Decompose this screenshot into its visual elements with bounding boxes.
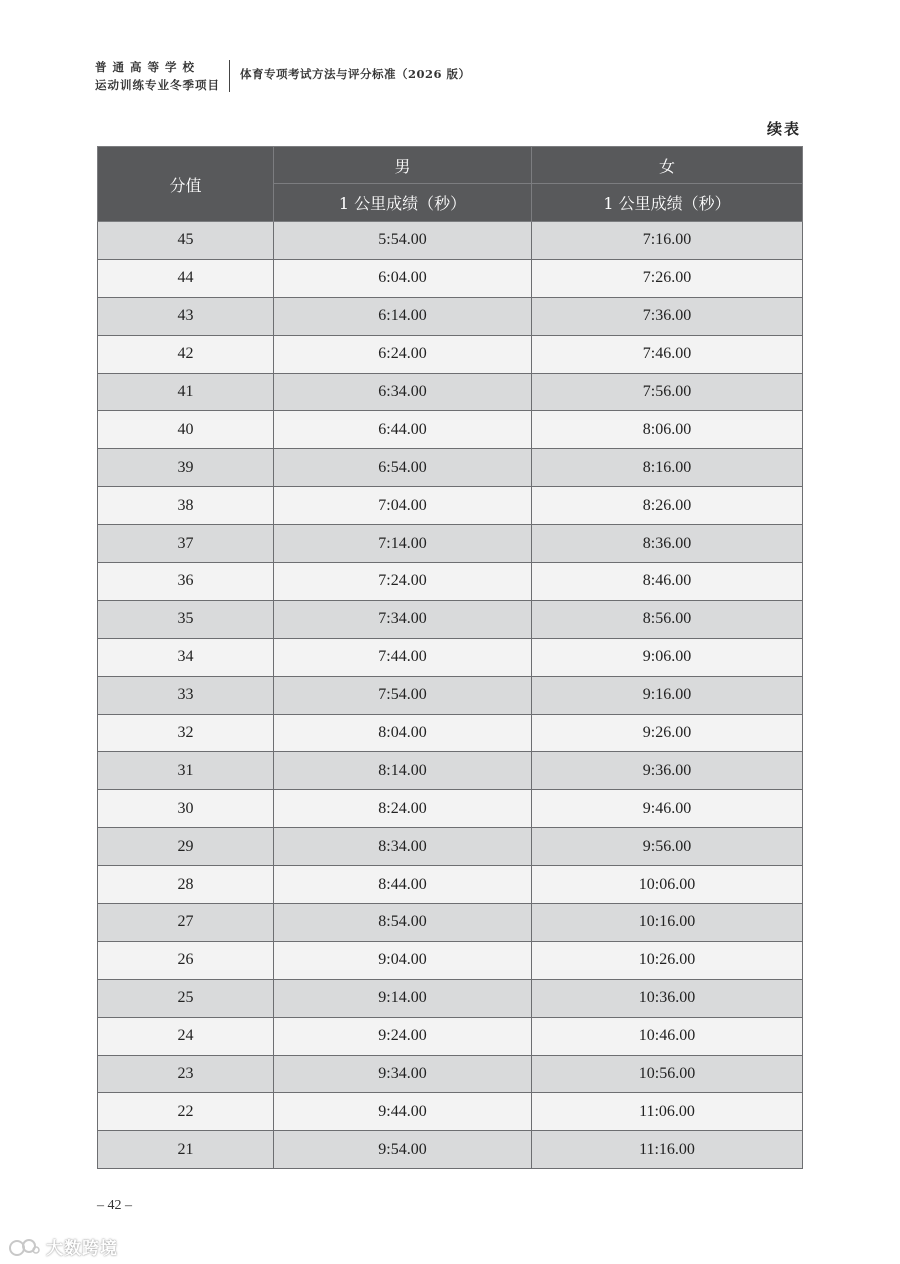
score-cell: 35 — [98, 600, 274, 638]
score-cell: 33 — [98, 676, 274, 714]
male-time-cell: 8:04.00 — [274, 714, 532, 752]
score-cell: 21 — [98, 1131, 274, 1169]
female-time-cell: 9:06.00 — [532, 638, 803, 676]
score-cell: 43 — [98, 297, 274, 335]
watermark — [8, 1234, 118, 1259]
score-cell: 28 — [98, 866, 274, 904]
page-number: – 42 – — [97, 1198, 132, 1213]
female-time-cell: 10:16.00 — [532, 904, 803, 942]
score-cell: 31 — [98, 752, 274, 790]
male-time-cell: 9:24.00 — [274, 1017, 532, 1055]
female-time-cell: 10:36.00 — [532, 979, 803, 1017]
male-time-cell: 9:34.00 — [274, 1055, 532, 1093]
table-row — [98, 563, 803, 601]
table-row — [98, 866, 803, 904]
female-time-cell: 9:16.00 — [532, 676, 803, 714]
score-cell: 30 — [98, 790, 274, 828]
female-time-cell: 9:26.00 — [532, 714, 803, 752]
column-header-female: 女 — [532, 147, 803, 184]
score-cell: 23 — [98, 1055, 274, 1093]
score-cell: 29 — [98, 828, 274, 866]
score-table — [97, 146, 803, 1169]
table-row — [98, 525, 803, 563]
male-time-cell: 6:54.00 — [274, 449, 532, 487]
female-time-cell: 7:56.00 — [532, 373, 803, 411]
score-cell: 44 — [98, 259, 274, 297]
male-time-cell: 6:34.00 — [274, 373, 532, 411]
header-line-2: 运动训练专业冬季项目 — [95, 78, 220, 92]
female-time-cell: 9:36.00 — [532, 752, 803, 790]
male-time-cell: 8:24.00 — [274, 790, 532, 828]
female-time-cell: 10:06.00 — [532, 866, 803, 904]
male-time-cell: 6:14.00 — [274, 297, 532, 335]
female-time-cell: 8:26.00 — [532, 487, 803, 525]
female-time-cell: 10:46.00 — [532, 1017, 803, 1055]
male-time-cell: 8:54.00 — [274, 904, 532, 942]
watermark-logo-icon — [8, 1236, 42, 1258]
score-cell: 38 — [98, 487, 274, 525]
male-time-cell: 6:24.00 — [274, 335, 532, 373]
male-time-cell: 6:04.00 — [274, 259, 532, 297]
score-cell: 34 — [98, 638, 274, 676]
table-row — [98, 1017, 803, 1055]
score-cell: 26 — [98, 941, 274, 979]
table-row — [98, 752, 803, 790]
male-time-cell: 9:04.00 — [274, 941, 532, 979]
table-row — [98, 941, 803, 979]
female-time-cell: 8:06.00 — [532, 411, 803, 449]
score-cell: 40 — [98, 411, 274, 449]
female-time-cell: 7:26.00 — [532, 259, 803, 297]
female-time-cell: 11:16.00 — [532, 1131, 803, 1169]
table-row — [98, 411, 803, 449]
female-time-cell: 7:16.00 — [532, 222, 803, 260]
male-time-cell: 8:44.00 — [274, 866, 532, 904]
score-cell: 45 — [98, 222, 274, 260]
table-row — [98, 449, 803, 487]
table-row — [98, 676, 803, 714]
table-row — [98, 1055, 803, 1093]
female-time-cell: 10:26.00 — [532, 941, 803, 979]
female-time-cell: 9:46.00 — [532, 790, 803, 828]
score-cell: 24 — [98, 1017, 274, 1055]
female-time-cell: 8:36.00 — [532, 525, 803, 563]
score-cell: 42 — [98, 335, 274, 373]
male-time-cell: 7:04.00 — [274, 487, 532, 525]
table-row — [98, 297, 803, 335]
male-time-cell: 7:34.00 — [274, 600, 532, 638]
table-row — [98, 222, 803, 260]
male-time-cell: 6:44.00 — [274, 411, 532, 449]
score-cell: 25 — [98, 979, 274, 1017]
column-header-male: 男 — [274, 147, 532, 184]
table-row — [98, 979, 803, 1017]
male-time-cell: 9:54.00 — [274, 1131, 532, 1169]
header-line-1: 普通高等学校 — [95, 60, 200, 74]
male-time-cell: 8:34.00 — [274, 828, 532, 866]
female-time-cell: 11:06.00 — [532, 1093, 803, 1131]
male-time-cell: 9:14.00 — [274, 979, 532, 1017]
score-cell: 32 — [98, 714, 274, 752]
table-row — [98, 259, 803, 297]
running-header-left — [95, 58, 225, 94]
female-time-cell: 7:46.00 — [532, 335, 803, 373]
male-time-cell: 7:54.00 — [274, 676, 532, 714]
male-time-cell: 7:14.00 — [274, 525, 532, 563]
table-row — [98, 828, 803, 866]
continued-label: 续表 — [766, 120, 801, 138]
female-time-cell: 8:46.00 — [532, 563, 803, 601]
table-row — [98, 904, 803, 942]
table-row — [98, 487, 803, 525]
running-header-title: 体育专项考试方法与评分标准（2026 版） — [240, 67, 471, 81]
female-time-cell: 8:16.00 — [532, 449, 803, 487]
table-row — [98, 373, 803, 411]
female-time-cell: 9:56.00 — [532, 828, 803, 866]
table-body — [98, 222, 803, 1169]
male-time-cell: 7:24.00 — [274, 563, 532, 601]
table-row — [98, 600, 803, 638]
female-time-cell: 10:56.00 — [532, 1055, 803, 1093]
score-cell: 27 — [98, 904, 274, 942]
male-time-cell: 8:14.00 — [274, 752, 532, 790]
header-divider — [229, 60, 230, 92]
table-row — [98, 638, 803, 676]
table-row — [98, 335, 803, 373]
column-header-score: 分值 — [98, 147, 274, 222]
score-cell: 39 — [98, 449, 274, 487]
male-time-cell: 9:44.00 — [274, 1093, 532, 1131]
female-time-cell: 7:36.00 — [532, 297, 803, 335]
table-row — [98, 714, 803, 752]
score-cell: 41 — [98, 373, 274, 411]
score-cell: 37 — [98, 525, 274, 563]
female-time-cell: 8:56.00 — [532, 600, 803, 638]
score-cell: 22 — [98, 1093, 274, 1131]
watermark-text: 大数跨境 — [46, 1239, 118, 1259]
male-time-cell: 7:44.00 — [274, 638, 532, 676]
table-row — [98, 790, 803, 828]
column-subheader-female: 1 公里成绩（秒） — [532, 184, 803, 222]
score-cell: 36 — [98, 563, 274, 601]
male-time-cell: 5:54.00 — [274, 222, 532, 260]
table-row — [98, 1093, 803, 1131]
column-subheader-male: 1 公里成绩（秒） — [274, 184, 532, 222]
table-row — [98, 1131, 803, 1169]
